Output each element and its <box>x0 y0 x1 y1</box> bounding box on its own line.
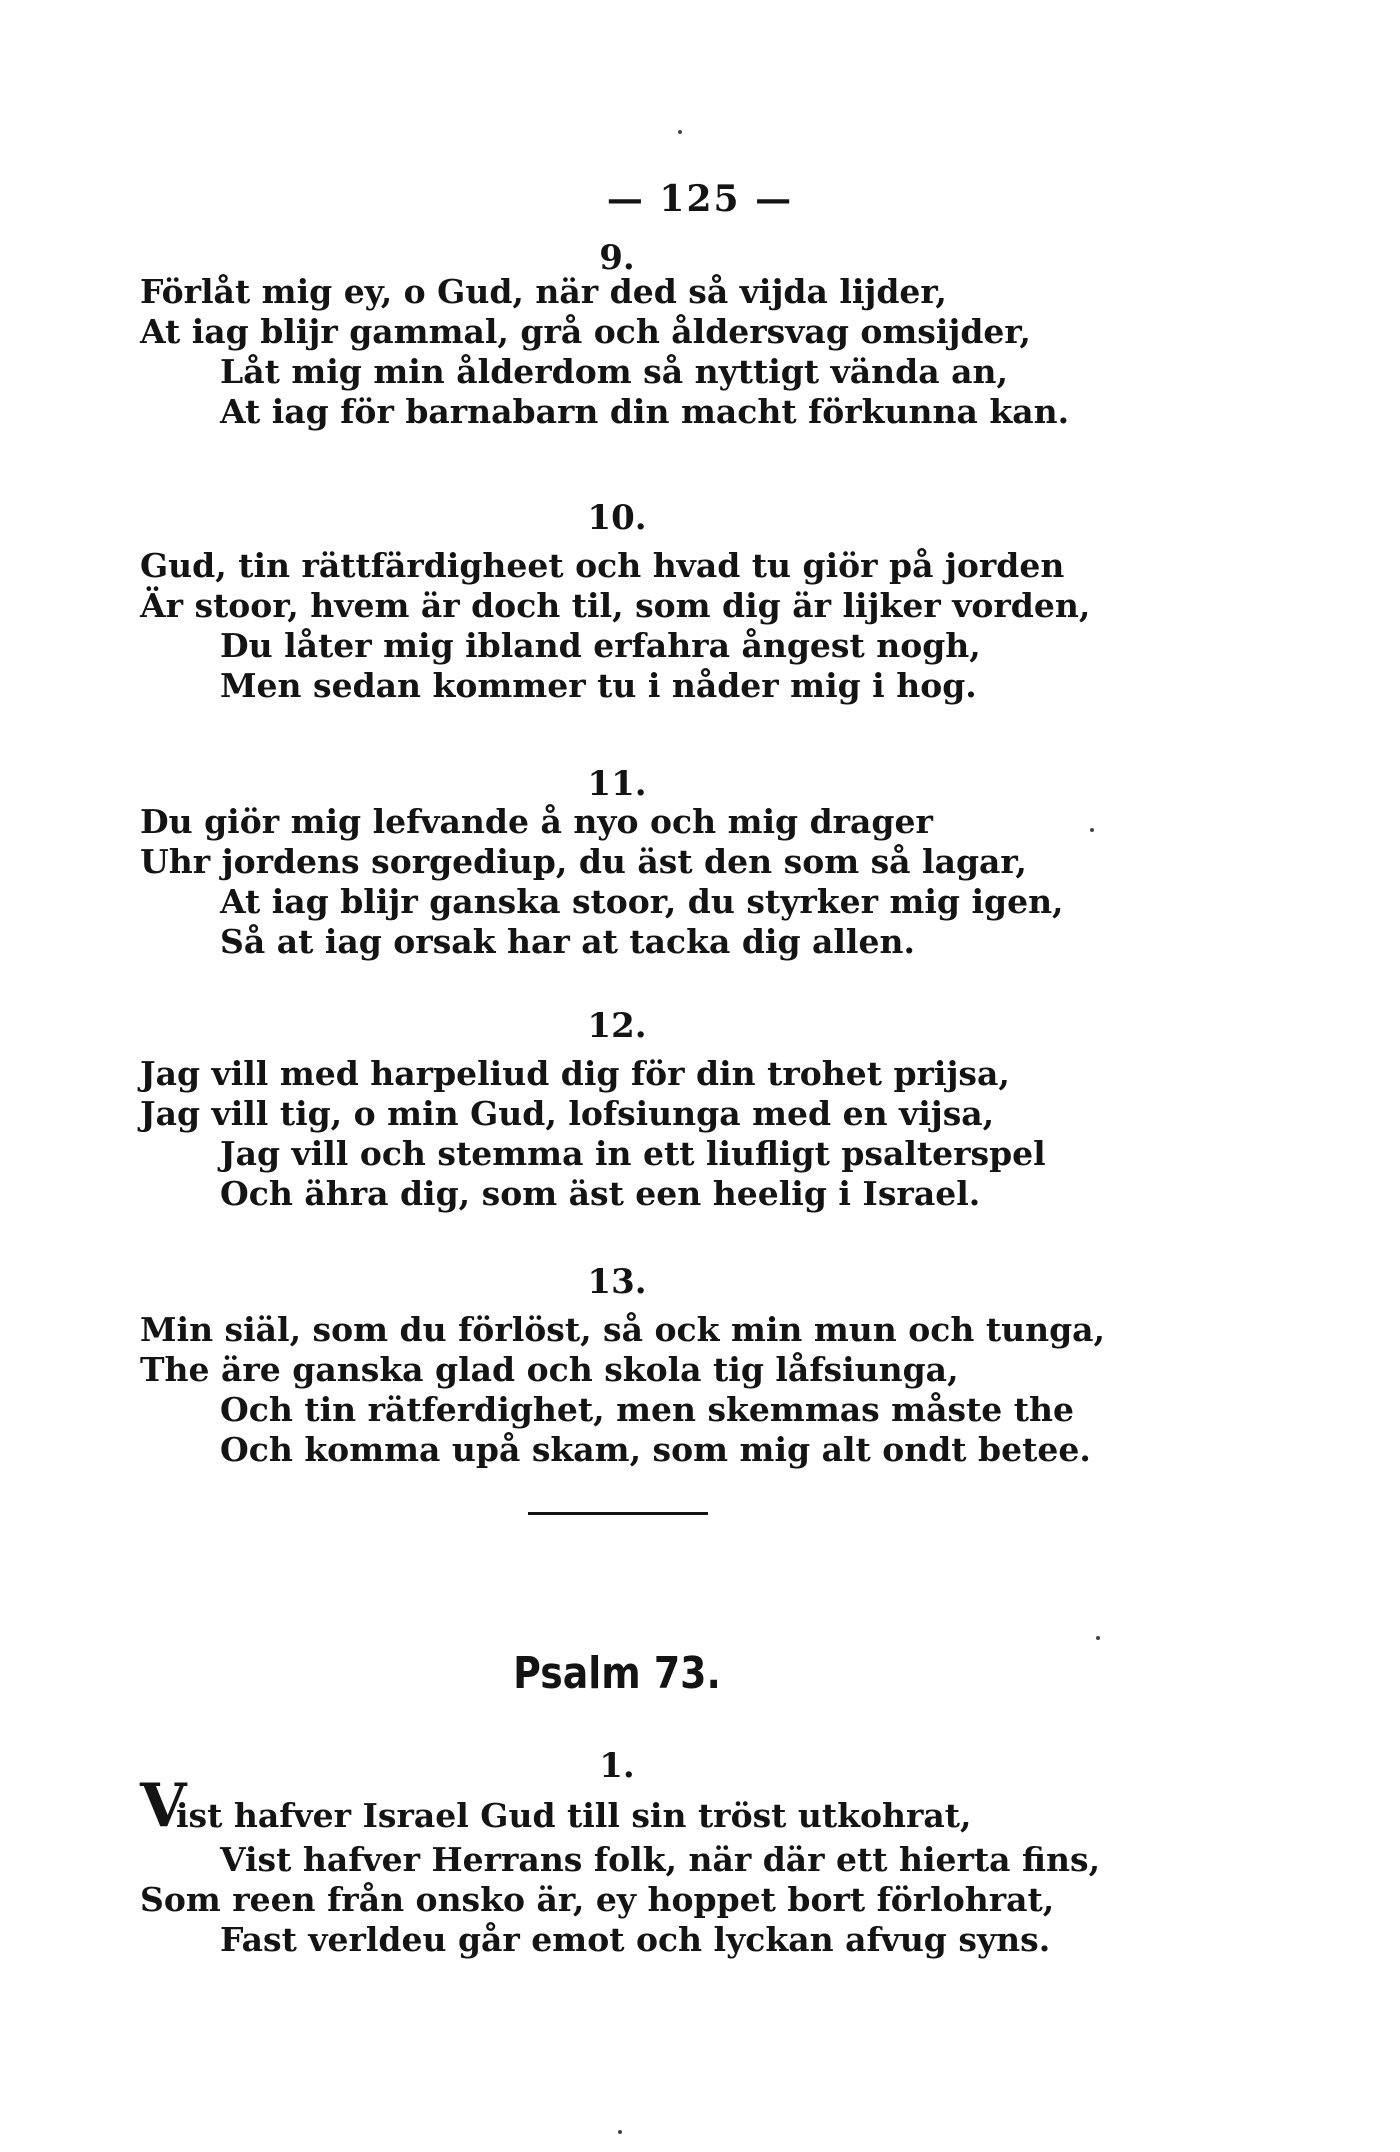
verse-line: ist hafver Israel Gud till sin tröst utkohrat, <box>176 1796 972 1835</box>
psalm-title: Psalm 73. <box>513 1648 721 1699</box>
verse-number: 12. <box>587 1006 647 1046</box>
verse-number: 10. <box>587 498 647 538</box>
verse-line: Fast verldeu går emot och lyckan afvug syns. <box>220 1920 1051 1959</box>
section-divider <box>528 1512 708 1515</box>
verse-number: 1. <box>599 1746 635 1786</box>
verse-line: Är stoor, hvem är doch til, som dig är lijker vorden, <box>140 586 1091 625</box>
verse-line: Jag vill tig, o min Gud, lofsiunga med en vijsa, <box>140 1094 995 1133</box>
verse-line: Gud, tin rättfärdigheet och hvad tu giör på jorden <box>140 546 1065 585</box>
verse-line: At iag blijr gammal, grå och åldersvag omsijder, <box>140 312 1031 351</box>
verse-line: Förlåt mig ey, o Gud, när ded så vijda lijder, <box>140 272 947 311</box>
page-number: — 125 — <box>606 178 794 220</box>
verse-line: At iag för barnabarn din macht förkunna kan. <box>220 392 1070 431</box>
verse-number: 13. <box>587 1262 647 1302</box>
scan-speck <box>1090 828 1094 832</box>
verse-line: Så at iag orsak har at tacka dig allen. <box>220 922 915 961</box>
verse-number: 11. <box>587 764 647 804</box>
verse-line: Och ähra dig, som äst een heelig i Israel. <box>220 1174 981 1213</box>
verse-line: Uhr jordens sorgediup, du äst den som så lagar, <box>140 842 1027 881</box>
verse-line: Jag vill och stemma in ett liufligt psalterspel <box>220 1134 1046 1173</box>
verse-line: Låt mig min ålderdom så nyttigt vända an, <box>220 352 1008 391</box>
verse-number: 9. <box>599 238 635 278</box>
verse-line: Jag vill med harpeliud dig för din trohet prijsa, <box>140 1054 1010 1093</box>
verse-line: At iag blijr ganska stoor, du styrker mig igen, <box>220 882 1064 921</box>
verse-line: The äre ganska glad och skola tig låfsiunga, <box>140 1350 959 1389</box>
scan-speck <box>678 130 682 134</box>
verse-line: Du giör mig lefvande å nyo och mig drager <box>140 802 933 841</box>
drop-cap: V <box>140 1771 187 1841</box>
scan-speck <box>1096 1636 1100 1640</box>
verse-line: Men sedan kommer tu i nåder mig i hog. <box>220 666 977 705</box>
scan-speck <box>618 2130 622 2134</box>
verse-line: Och tin rätferdighet, men skemmas måste the <box>220 1390 1075 1429</box>
verse-line: Min siäl, som du förlöst, så ock min mun och tunga, <box>140 1310 1106 1349</box>
verse-line: Vist hafver Herrans folk, när där ett hierta fins, <box>220 1840 1101 1879</box>
verse-line: Du låter mig ibland erfahra ångest nogh, <box>220 626 981 665</box>
verse-line: Som reen från onsko är, ey hoppet bort förlohrat, <box>140 1880 1055 1919</box>
verse-line: Och komma upå skam, som mig alt ondt betee. <box>220 1430 1091 1469</box>
